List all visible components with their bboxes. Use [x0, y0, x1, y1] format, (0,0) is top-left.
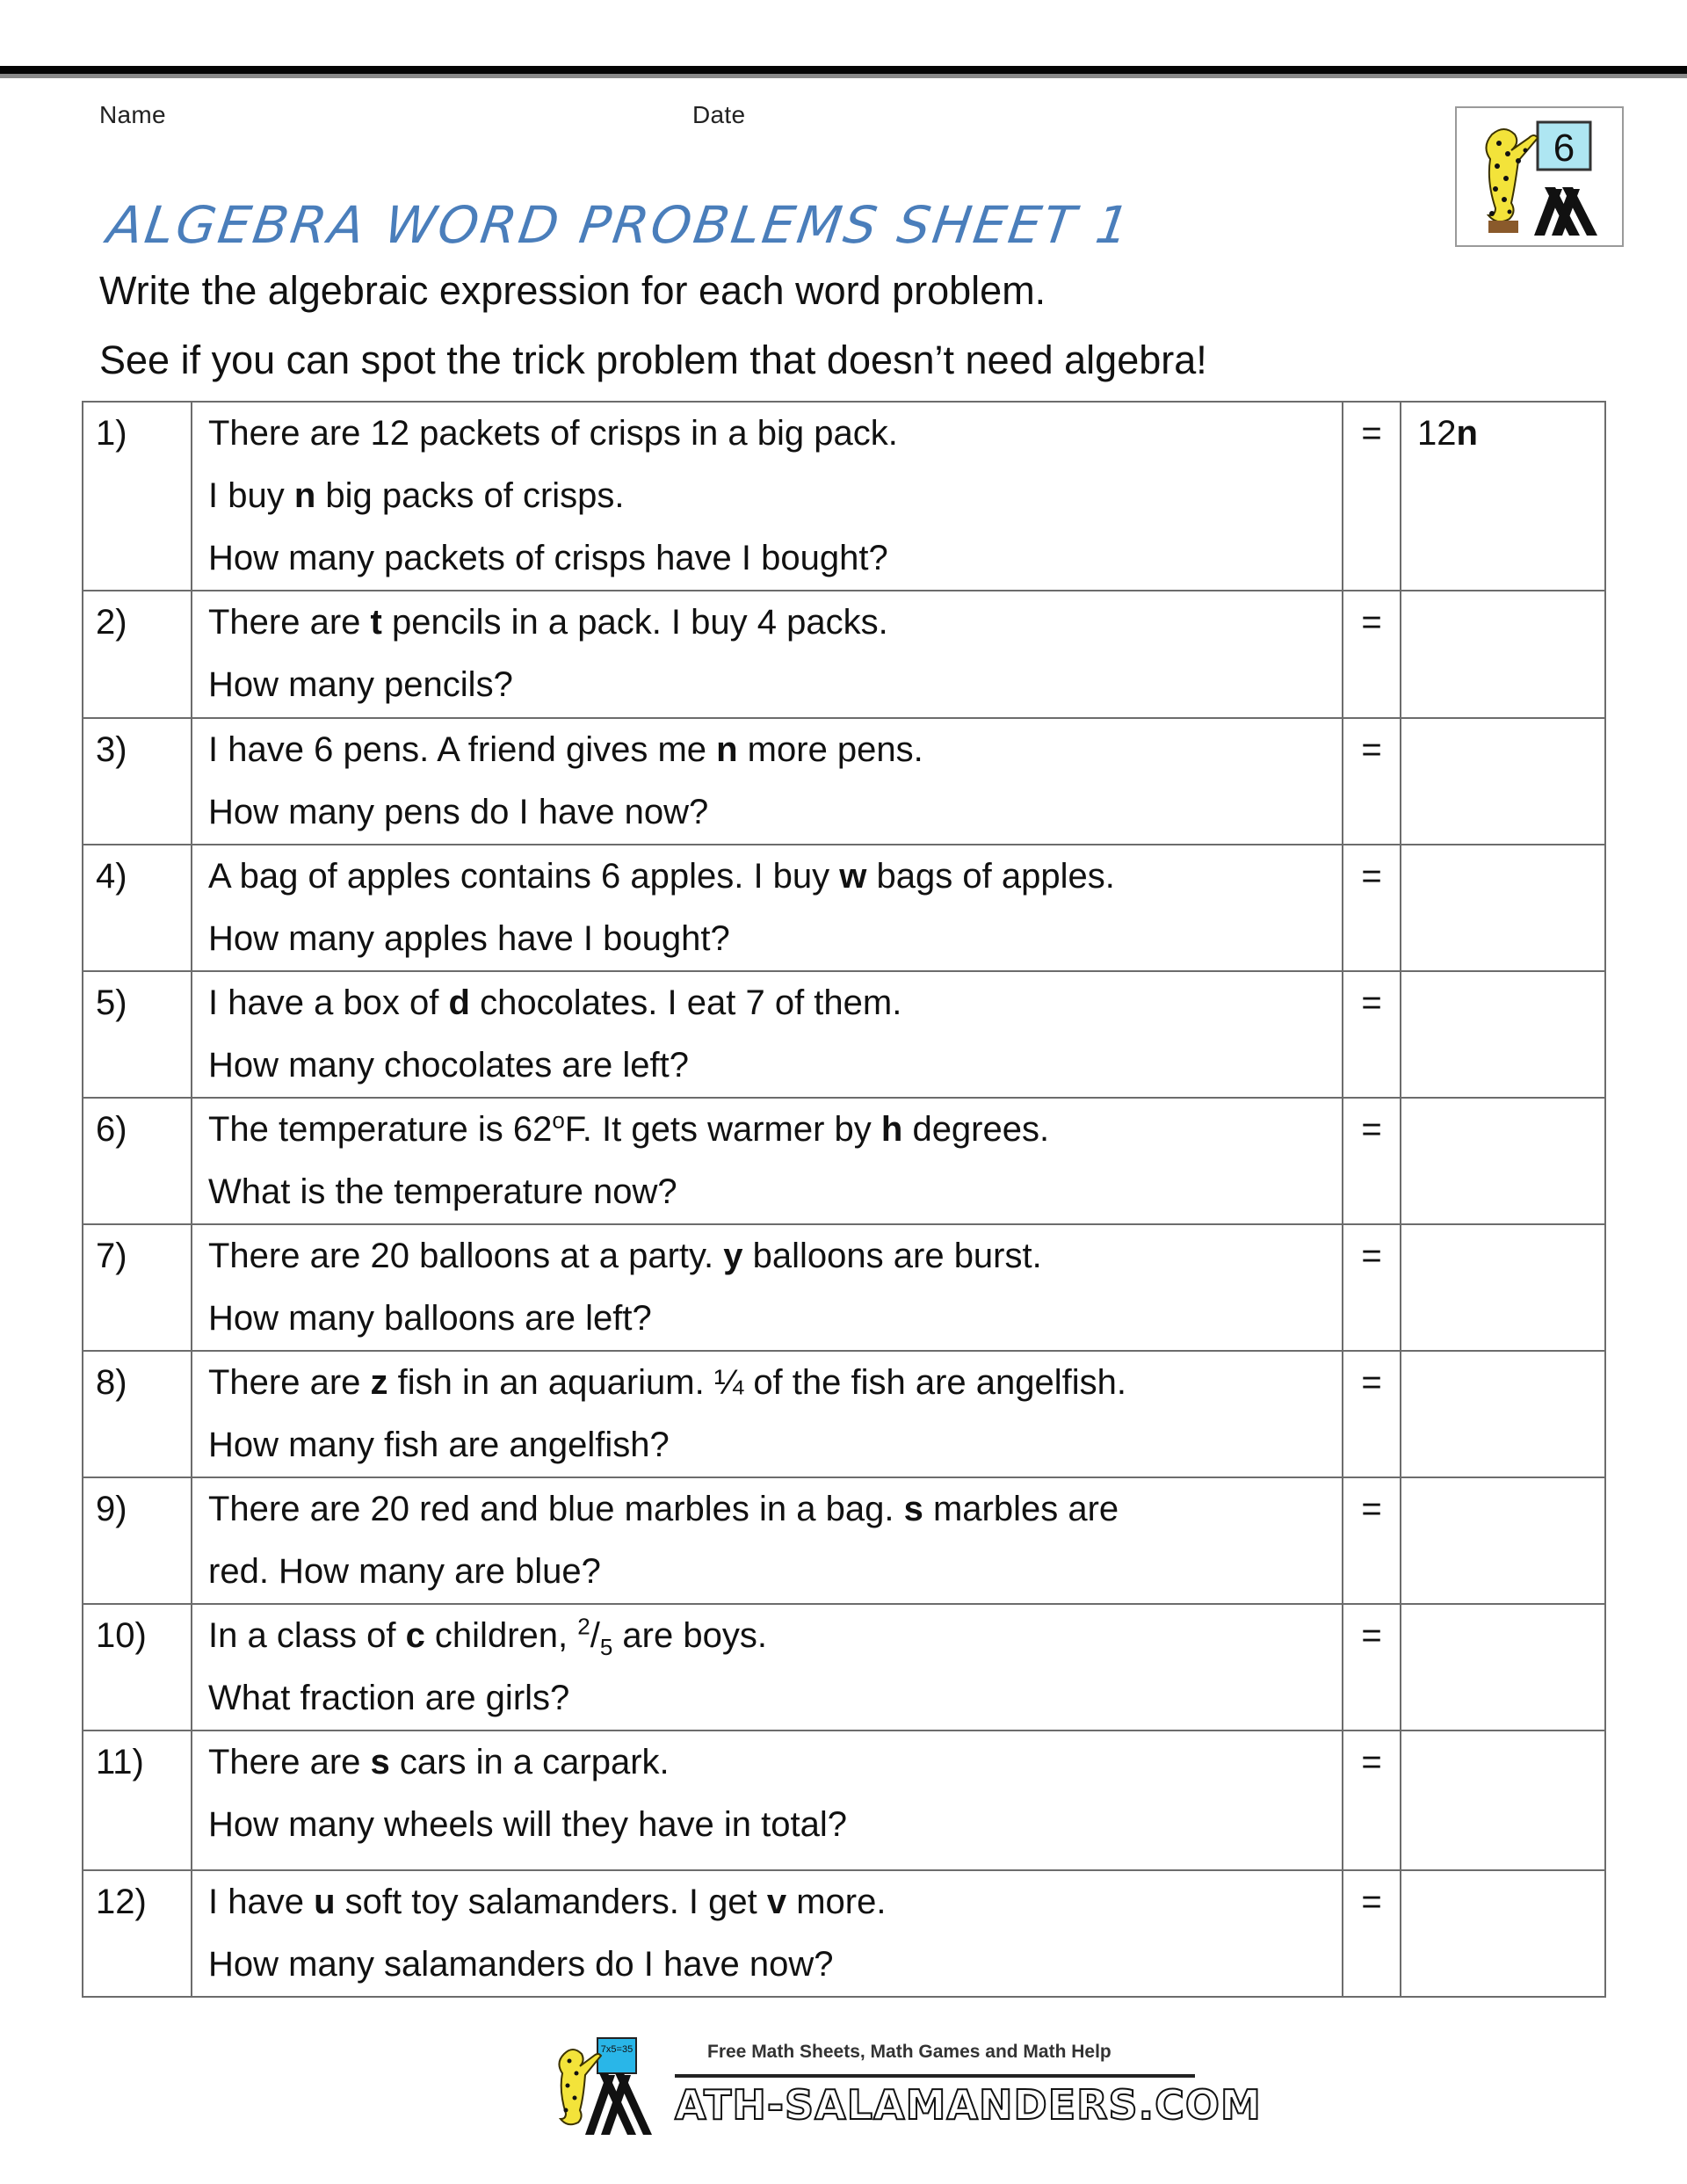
problem-number: 2): [83, 591, 192, 718]
answer-field[interactable]: [1401, 1604, 1605, 1731]
problem-row: [83, 1477, 1605, 1604]
word-problems-table: [82, 401, 1606, 1998]
variable: u: [314, 1883, 336, 1921]
variable: c: [405, 1616, 425, 1655]
top-rule: [0, 66, 1687, 78]
problem-line: [208, 1605, 1342, 1667]
footer-site-name: ATH-SALAMANDERS.COM: [675, 2081, 1262, 2129]
text-segment: chocolates. I eat 7 of them.: [469, 983, 902, 1022]
date-label: Date: [692, 101, 746, 128]
problem-line: [208, 781, 1342, 844]
name-label: Name: [99, 101, 166, 128]
text-segment: F. It gets warmer by: [564, 1110, 881, 1149]
problem-row: [83, 845, 1605, 971]
text-segment: degrees.: [902, 1110, 1050, 1149]
equals-sign: =: [1343, 1731, 1401, 1870]
text-segment: I have a box of: [208, 983, 449, 1022]
problem-line: [208, 1794, 1342, 1856]
problem-text: [192, 1224, 1343, 1351]
text-segment: soft toy salamanders. I get: [335, 1883, 767, 1921]
text-segment: There are 20 red and blue marbles in a bag.: [208, 1490, 904, 1528]
variable: n: [716, 730, 738, 769]
text-segment: more.: [786, 1883, 887, 1921]
problem-line: [208, 845, 1342, 908]
instruction-2: See if you can spot the trick problem that doesn’t need algebra!: [99, 337, 1207, 382]
problem-row: [83, 1098, 1605, 1224]
answer-field[interactable]: [1401, 1477, 1605, 1604]
answer-field[interactable]: [1401, 1731, 1605, 1870]
text-segment: What is the temperature now?: [208, 1172, 677, 1211]
problem-row: [83, 1731, 1605, 1870]
text-segment: How many packets of crisps have I bought?: [208, 539, 888, 577]
problem-text: [192, 1477, 1343, 1604]
text-segment: I have 6 pens. A friend gives me: [208, 730, 717, 769]
text-segment: What fraction are girls?: [208, 1679, 570, 1717]
text-segment: How many chocolates are left?: [208, 1046, 689, 1085]
grade-logo: [1455, 106, 1624, 247]
salamander-logo-icon: [545, 2035, 677, 2140]
text-segment: There are: [208, 603, 371, 642]
problem-text: [192, 1731, 1343, 1870]
answer-field[interactable]: [1401, 402, 1605, 591]
variable: n: [1456, 414, 1478, 453]
problem-number: 9): [83, 1477, 192, 1604]
text-segment: o: [552, 1107, 565, 1134]
text-segment: 5: [599, 1634, 613, 1660]
variable: h: [880, 1110, 903, 1149]
text-segment: In a class of: [208, 1616, 406, 1655]
problem-line: [208, 1871, 1342, 1934]
variable: z: [370, 1363, 388, 1402]
instruction-1: Write the algebraic expression for each word problem.: [99, 268, 1046, 313]
problem-line: [208, 527, 1342, 590]
answer-field[interactable]: [1401, 1224, 1605, 1351]
problem-line: [208, 1667, 1342, 1730]
text-segment: are boys.: [612, 1616, 767, 1655]
problem-line: [208, 1161, 1342, 1223]
problem-number: 4): [83, 845, 192, 971]
problem-row: [83, 718, 1605, 845]
problem-text: [192, 402, 1343, 591]
problem-number: 3): [83, 718, 192, 845]
text-segment: How many apples have I bought?: [208, 919, 730, 958]
salamander-grade-icon: [1457, 108, 1622, 245]
problem-line: [208, 719, 1342, 781]
equals-sign: =: [1343, 718, 1401, 845]
problem-number: 11): [83, 1731, 192, 1870]
problem-line: [208, 465, 1342, 527]
text-segment: I buy: [208, 476, 294, 515]
variable: s: [903, 1490, 923, 1528]
equals-sign: =: [1343, 591, 1401, 718]
variable: t: [370, 603, 382, 642]
problem-number: 8): [83, 1351, 192, 1477]
text-segment: A bag of apples contains 6 apples. I buy: [208, 857, 840, 896]
equals-sign: =: [1343, 1224, 1401, 1351]
problem-text: [192, 718, 1343, 845]
problem-row: [83, 591, 1605, 718]
problem-line: [208, 1934, 1342, 1996]
text-segment: There are: [208, 1743, 371, 1781]
problem-text: [192, 1870, 1343, 1997]
text-segment: The temperature is 62: [208, 1110, 553, 1149]
svg-text:7x5=35: 7x5=35: [600, 2044, 634, 2055]
text-segment: big packs of crisps.: [315, 476, 625, 515]
problem-number: 5): [83, 971, 192, 1098]
problem-number: 10): [83, 1604, 192, 1731]
text-segment: red. How many are blue?: [208, 1552, 601, 1591]
text-segment: pencils in a pack. I buy 4 packs.: [381, 603, 888, 642]
problem-line: [208, 1099, 1342, 1161]
problem-text: [192, 971, 1343, 1098]
variable: w: [839, 857, 867, 896]
problem-line: [208, 1414, 1342, 1477]
problem-line: [208, 1225, 1342, 1288]
footer-tagline: Free Math Sheets, Math Games and Math Help: [707, 2042, 1111, 2062]
equals-sign: =: [1343, 1604, 1401, 1731]
text-segment: cars in a carpark.: [389, 1743, 670, 1781]
variable: y: [723, 1237, 743, 1275]
problem-row: [83, 971, 1605, 1098]
problem-line: [208, 1352, 1342, 1414]
equals-sign: =: [1343, 971, 1401, 1098]
answer-field[interactable]: [1401, 1870, 1605, 1997]
text-segment: marbles are: [923, 1490, 1119, 1528]
text-segment: more pens.: [737, 730, 923, 769]
problem-line: [208, 654, 1342, 716]
variable: s: [370, 1743, 390, 1781]
equals-sign: =: [1343, 845, 1401, 971]
answer-field[interactable]: [1401, 1098, 1605, 1224]
problem-line: [208, 1478, 1342, 1541]
text-segment: I have: [208, 1883, 315, 1921]
problem-line: [208, 1034, 1342, 1097]
text-segment: 12: [1417, 414, 1457, 453]
problem-number: 1): [83, 402, 192, 591]
footer-divider: [675, 2074, 1195, 2078]
text-segment: How many pens do I have now?: [208, 793, 709, 831]
text-segment: balloons are burst.: [742, 1237, 1042, 1275]
text-segment: /: [590, 1616, 600, 1655]
problem-line: [208, 591, 1342, 654]
problem-line: [208, 1731, 1342, 1794]
answer-field[interactable]: [1401, 591, 1605, 718]
text-segment: bags of apples.: [866, 857, 1115, 896]
problem-number: 6): [83, 1098, 192, 1224]
problem-line: [208, 908, 1342, 970]
svg-text:6: 6: [1553, 127, 1575, 170]
answer-field[interactable]: [1401, 971, 1605, 1098]
text-segment: There are 12 packets of crisps in a big pack.: [208, 414, 898, 453]
text-segment: children,: [424, 1616, 578, 1655]
problem-line: [208, 1541, 1342, 1603]
equals-sign: =: [1343, 1477, 1401, 1604]
problem-text: [192, 1604, 1343, 1731]
problem-line: [208, 972, 1342, 1034]
problem-row: [83, 1224, 1605, 1351]
equals-sign: =: [1343, 1351, 1401, 1477]
problem-row: [83, 1351, 1605, 1477]
answer-field[interactable]: [1401, 1351, 1605, 1477]
text-segment: How many salamanders do I have now?: [208, 1945, 834, 1984]
equals-sign: =: [1343, 1870, 1401, 1997]
text-segment: How many wheels will they have in total?: [208, 1805, 848, 1844]
problem-text: [192, 1351, 1343, 1477]
problem-row: [83, 1870, 1605, 1997]
text-segment: How many pencils?: [208, 665, 513, 704]
equals-sign: =: [1343, 1098, 1401, 1224]
answer-field[interactable]: [1401, 718, 1605, 845]
problem-text: [192, 1098, 1343, 1224]
answer-field[interactable]: [1401, 845, 1605, 971]
text-segment: 2: [577, 1613, 590, 1640]
problem-row: [83, 1604, 1605, 1731]
text-segment: fish in an aquarium. ¼ of the fish are angelfish.: [387, 1363, 1127, 1402]
variable: d: [448, 983, 470, 1022]
problem-number: 7): [83, 1224, 192, 1351]
problem-row: [83, 402, 1605, 591]
problem-text: [192, 845, 1343, 971]
variable: n: [293, 476, 316, 515]
text-segment: How many fish are angelfish?: [208, 1426, 670, 1464]
equals-sign: =: [1343, 402, 1401, 591]
text-segment: There are: [208, 1363, 371, 1402]
variable: v: [766, 1883, 787, 1921]
page-title: ALGEBRA WORD PROBLEMS SHEET 1: [104, 195, 1136, 255]
problem-text: [192, 591, 1343, 718]
text-segment: How many balloons are left?: [208, 1299, 652, 1338]
problem-number: 12): [83, 1870, 192, 1997]
problem-line: [208, 1288, 1342, 1350]
text-segment: There are 20 balloons at a party.: [208, 1237, 724, 1275]
problem-line: [208, 403, 1342, 465]
